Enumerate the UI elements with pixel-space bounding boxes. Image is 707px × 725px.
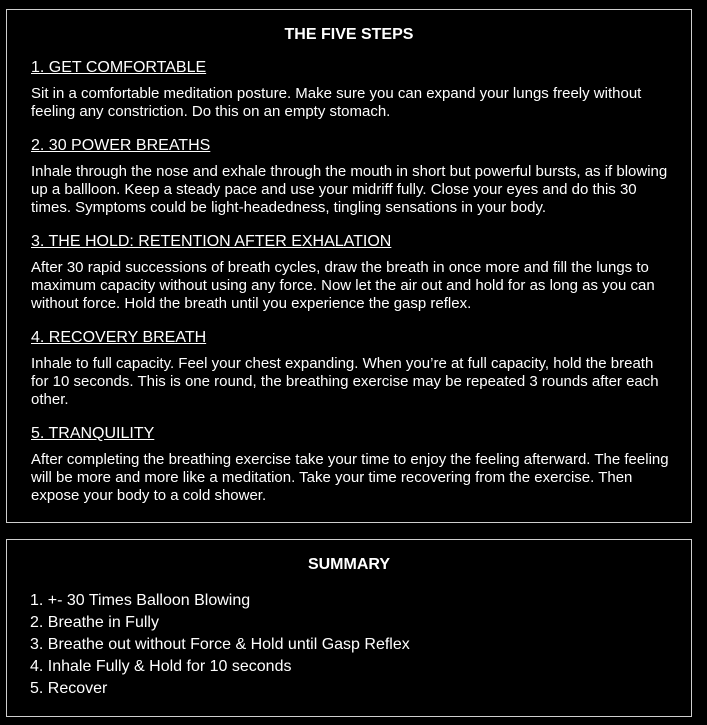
step-heading: 4. RECOVERY BREATH [31,329,207,346]
summary-item: 2. Breathe in Fully [30,614,159,631]
step-power-breaths [31,137,673,217]
step-body: After 30 rapid successions of breath cycles, draw the breath in once more and fill the lungs to maximum capacity without using any force. Now let the air out and hold for as long as you can without force. Hold the breath until you experience the gasp reflex. [31,259,655,312]
step-heading: 5. TRANQUILITY [31,425,155,442]
summary-panel [6,539,692,717]
step-heading: 3. THE HOLD: RETENTION AFTER EXHALATION [31,233,392,250]
five-steps-panel [6,9,692,523]
step-tranquility [31,425,673,505]
step-the-hold [31,233,673,313]
step-body: After completing the breathing exercise take your time to enjoy the feeling afterward. The feeling will be more and more like a meditation. Take your time recovering from the exercise. Then expose your body to a cold shower. [31,451,669,504]
summary-title: SUMMARY [307,556,391,573]
step-body: Sit in a comfortable meditation posture. Make sure you can expand your lungs freely without feeling any constriction. Do this on an empty stomach. [31,85,642,120]
step-recovery-breath [31,329,673,409]
summary-item: 5. Recover [30,680,108,697]
summary-item: 1. +- 30 Times Balloon Blowing [30,592,251,609]
step-get-comfortable [31,59,673,121]
summary-item: 3. Breathe out without Force & Hold until Gasp Reflex [30,636,410,653]
summary-list [30,590,410,700]
step-body: Inhale to full capacity. Feel your chest expanding. When you’re at full capacity, hold the breath for 10 seconds. This is one round, the breathing exercise may be repeated 3 rounds after each other. [31,355,659,408]
summary-item: 4. Inhale Fully & Hold for 10 seconds [30,658,292,675]
step-heading: 1. GET COMFORTABLE [31,59,207,76]
step-body: Inhale through the nose and exhale through the mouth in short but powerful bursts, as if blowing up a ballloon. Keep a steady pace and use your midriff fully. Close your eyes and do this 30 times. Symptoms could be light-headedness, tingling sensations in your body. [31,163,668,216]
step-heading: 2. 30 POWER BREATHS [31,137,211,154]
five-steps-title: THE FIVE STEPS [284,26,414,43]
